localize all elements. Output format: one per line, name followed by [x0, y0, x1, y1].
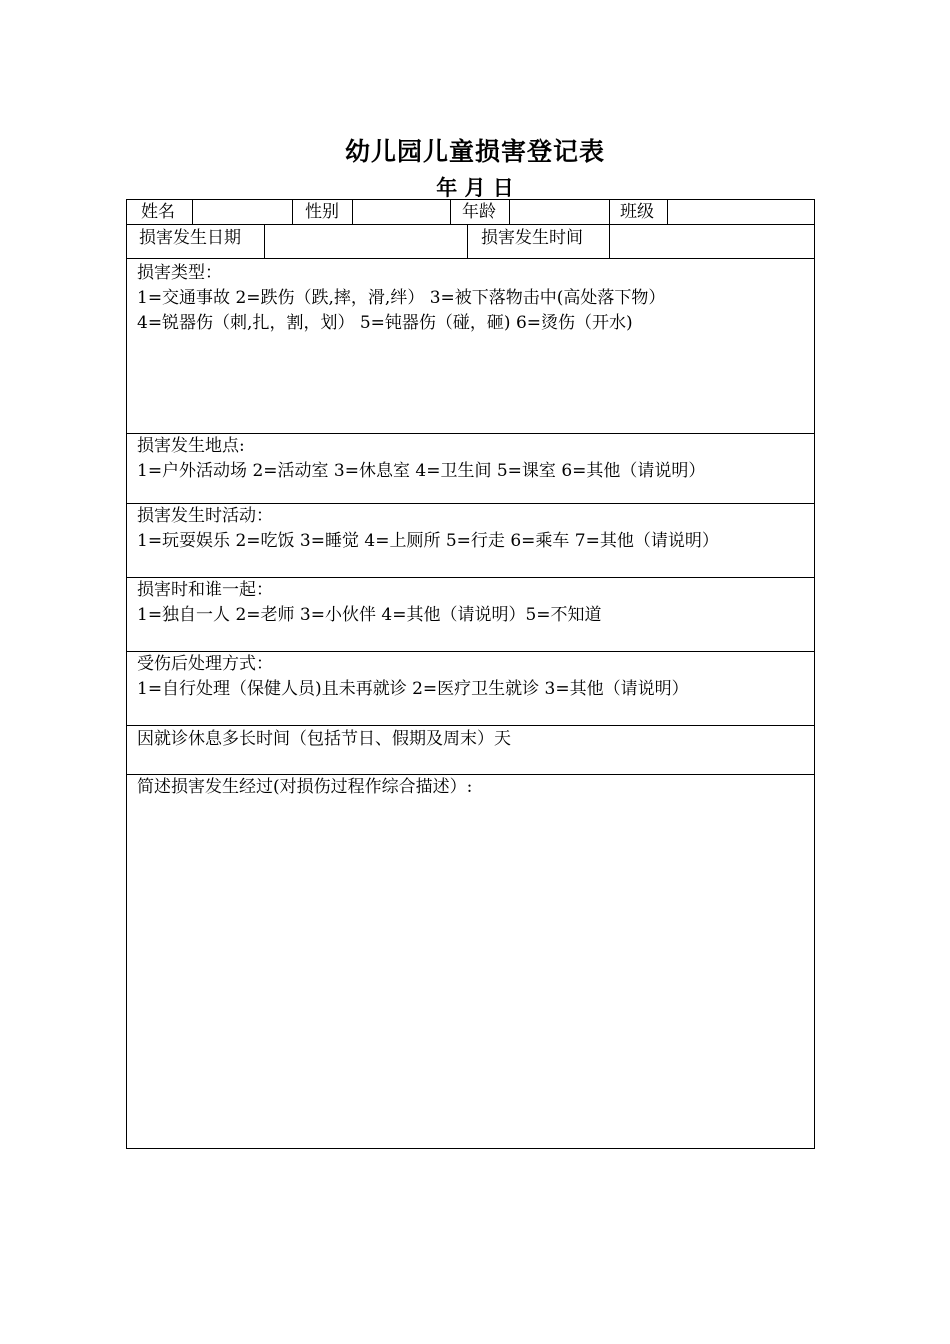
column-divider	[609, 200, 610, 224]
row-divider	[127, 725, 814, 726]
date-line: 年 月 日	[436, 175, 514, 200]
location-heading: 损害发生地点:	[137, 436, 245, 456]
injury-type-options-line2: 4=锐器伤（刺,扎，割，划） 5=钝器伤（碰，砸) 6=烫伤（开水)	[137, 313, 633, 333]
treatment-options: 1=自行处理（保健人员)且未再就诊 2=医疗卫生就诊 3=其他（请说明）	[137, 679, 689, 699]
treatment-heading: 受伤后处理方式：	[137, 654, 273, 674]
location-section	[137, 434, 705, 484]
registration-form	[126, 199, 815, 1149]
form-title: 幼儿园儿童损害登记表	[344, 137, 605, 166]
injury-type-section	[137, 261, 665, 336]
gender-label: 性别	[305, 202, 339, 222]
injury-date-field[interactable]	[265, 225, 467, 258]
rest-duration-section	[137, 727, 511, 752]
injury-type-options-line1: 1=交通事故 2=跌伤（跌,摔，滑,绊） 3=被下落物击中(高处落下物）	[137, 288, 666, 308]
gender-field[interactable]	[353, 200, 450, 224]
companion-heading: 损害时和谁一起：	[137, 580, 273, 600]
location-options: 1=户外活动场 2=活动室 3=休息室 4=卫生间 5=课室 6=其他（请说明）	[137, 461, 706, 481]
rest-duration-label: 因就诊休息多长时间（包括节日、假期及周末）天	[137, 729, 511, 749]
companion-section	[137, 578, 602, 628]
column-divider	[450, 200, 451, 224]
class-label: 班级	[620, 202, 654, 222]
column-divider	[292, 200, 293, 224]
description-heading: 简述损害发生经过(对损伤过程作综合描述）:	[137, 777, 473, 797]
injury-date-label: 损害发生日期	[139, 228, 241, 248]
injury-time-field[interactable]	[610, 225, 814, 258]
activity-heading: 损害发生时活动：	[137, 506, 273, 526]
injury-time-label: 损害发生时间	[481, 228, 583, 248]
treatment-section	[137, 652, 689, 702]
row-divider	[127, 258, 814, 259]
activity-options: 1=玩耍娱乐 2=吃饭 3=睡觉 4=上厕所 5=行走 6=乘车 7=其他（请说明）	[137, 531, 719, 551]
class-field[interactable]	[668, 200, 814, 224]
name-label: 姓名	[141, 202, 175, 222]
injury-type-heading: 损害类型：	[137, 263, 222, 283]
companion-options: 1=独自一人 2=老师 3=小伙伴 4=其他（请说明）5=不知道	[137, 605, 602, 625]
activity-section	[137, 504, 719, 554]
age-label: 年龄	[462, 202, 496, 222]
name-field[interactable]	[193, 200, 292, 224]
age-field[interactable]	[510, 200, 609, 224]
column-divider	[467, 224, 468, 258]
description-field[interactable]	[135, 804, 807, 1144]
description-section	[137, 775, 472, 800]
